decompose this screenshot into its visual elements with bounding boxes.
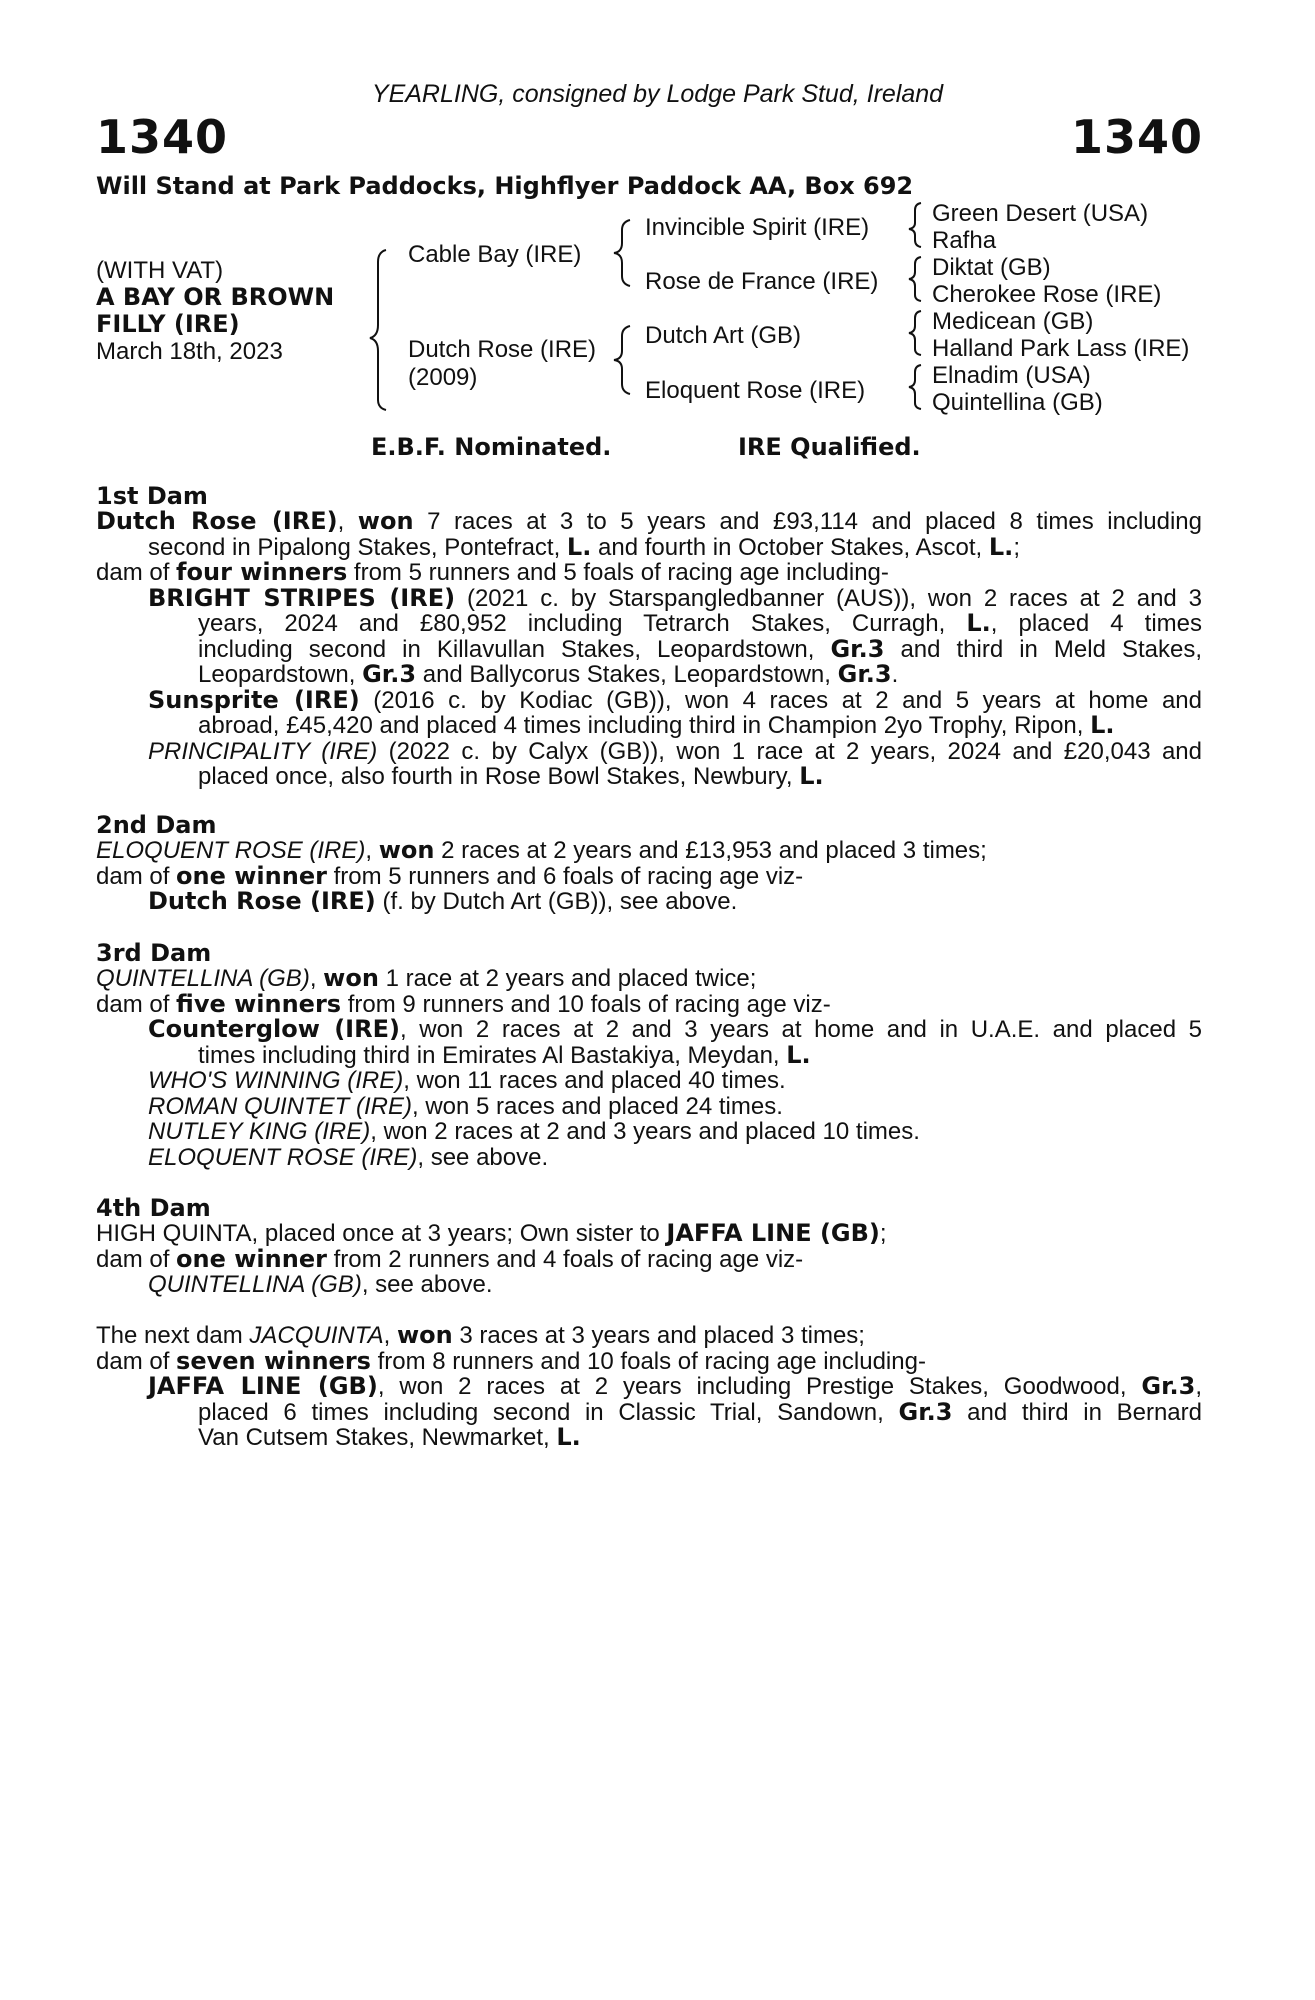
second-dam-section: 2nd Dam ELOQUENT ROSE (IRE), won 2 races at 2 years and £13,953 and placed 3 times; dam of one winner from 5 runners and 6 foals of racing age viz- Dutch Rose (IRE) (f. by Dutch Art (GB)), see above. xyxy=(96,812,1202,915)
progeny-dutch-rose: Dutch Rose (IRE) (f. by Dutch Art (GB)), see above. xyxy=(148,887,738,915)
ire-qualified: IRE Qualified. xyxy=(738,433,921,461)
subject-description-2: FILLY (IRE) xyxy=(96,310,240,338)
ds-dam: Halland Park Lass (IRE) xyxy=(932,335,1190,362)
sire-dam: Rose de France (IRE) xyxy=(645,268,879,295)
progeny-quintellina: QUINTELLINA (GB), see above. xyxy=(148,1271,493,1298)
dd-sire: Elnadim (USA) xyxy=(932,362,1091,389)
sire-name: Cable Bay (IRE) xyxy=(408,241,582,268)
next-dam-section: The next dam JACQUINTA, won 3 races at 3 years and placed 3 times; dam of seven winners from 8 runners and 10 foals of racing age including- JAFFA LINE (GB), won 2 races at 2 years including Prestige Stakes, Goodwood, Gr.3, placed 6 times including second in Classic Trial, Sandown, Gr.3 and third in Bernard Van Cutsem Stakes, Newmarket, L. xyxy=(96,1321,1202,1451)
second-dam-heading: 2nd Dam xyxy=(96,811,217,839)
brace-ds xyxy=(909,311,921,355)
vat-note: (WITH VAT) xyxy=(96,257,224,284)
lot-number-left: 1340 xyxy=(96,110,229,164)
sire-sire: Invincible Spirit (IRE) xyxy=(645,214,870,241)
first-dam-line-1: Dutch Rose (IRE), won 7 races at 3 to 5 years and £93,114 and placed 8 times including xyxy=(96,507,1202,535)
dam-name: Dutch Rose (IRE) xyxy=(408,336,597,363)
progeny-whos-winning: WHO'S WINNING (IRE), won 11 races and placed 40 times. xyxy=(148,1067,786,1094)
ss-dam: Rafha xyxy=(932,227,997,254)
first-dam-line-3: dam of four winners from 5 runners and 5 foals of racing age including- xyxy=(96,558,889,586)
brace-main xyxy=(370,250,386,410)
dam-dam: Eloquent Rose (IRE) xyxy=(645,377,866,404)
subject-description-1: A BAY OR BROWN xyxy=(96,283,335,311)
ss-sire: Green Desert (USA) xyxy=(932,200,1149,227)
progeny-roman-quintet: ROMAN QUINTET (IRE), won 5 races and placed 24 times. xyxy=(148,1092,783,1120)
fourth-dam-heading: 4th Dam xyxy=(96,1194,211,1222)
sd-dam: Cherokee Rose (IRE) xyxy=(932,281,1162,308)
brace-dd xyxy=(909,365,921,409)
subject-dob: March 18th, 2023 xyxy=(96,338,283,365)
brace-sire xyxy=(614,220,630,286)
progeny-jaffa-line: JAFFA LINE (GB), won 2 races at 2 years including Prestige Stakes, Goodwood, Gr.3, xyxy=(148,1372,1202,1400)
first-dam-heading: 1st Dam xyxy=(96,482,208,510)
consignor-line: YEARLING, consigned by Lodge Park Stud, Ireland xyxy=(371,80,944,108)
won-label: won xyxy=(357,507,414,535)
brace-dam xyxy=(614,326,630,394)
ebf-nominated: E.B.F. Nominated. xyxy=(371,433,612,461)
stand-location: Will Stand at Park Paddocks, Highflyer Paddock AA, Box 692 xyxy=(96,172,914,200)
dam-sire: Dutch Art (GB) xyxy=(645,322,802,349)
dam-year: (2009) xyxy=(408,364,478,391)
progeny-eloquent-rose: ELOQUENT ROSE (IRE), see above. xyxy=(148,1143,549,1171)
dam-name-bold: Dutch Rose (IRE) xyxy=(96,507,338,535)
third-dam-section: 3rd Dam QUINTELLINA (GB), won 1 race at 2 years and placed twice; dam of five winners from 9 runners and 10 foals of racing age viz- Counterglow (IRE), won 2 races at 2 and 3 years at home and in U.A.E. and placed 5 times including third in Emirates Al Bastakiya, Meydan, L. WHO'S WINNING (IRE), won 11 races and placed 40 times. ROMAN QUINTET (IRE), won 5 races and placed 24 times. NUTLEY KING (IRE), won 2 races at 2 and 3 years and placed 10 times. ELOQUENT ROSE (IRE), see above. xyxy=(96,939,1202,1171)
first-dam-section: 1st Dam Dutch Rose (IRE), won 7 races at 3 to 5 years and £93,114 and placed 8 times including second in Pipalong Stakes, Pontefract, L. and fourth in October Stakes, Ascot, L.; dam of four winners from 5 runners and 5 foals of racing age including- BRIGHT STRIPES (IRE) (2021 c. by Starspangledbanner (AUS)), won 2 races at 2 and 3 years, 2024 and £80,952 including Tetrarch Stakes, Curragh, L., placed 4 times including second in Killavullan Stakes, Leopardstown, Gr.3 and third in Meld Stakes, Leopardstown, Gr.3 and Ballycorus Stakes, Leopardstown, Gr.3. Sunsprite (IRE) (2016 c. by Kodiac (GB)), won 4 races at 2 and 5 years at home and abroad, £45,420 and placed 4 times including third in Champion 2yo Trophy, Ripon, L. PRINCIPALITY (IRE) (2022 c. by Calyx (GB)), won 1 race at 2 years, 2024 and £20,043 and placed once, also fourth in Rose Bowl Stakes, Newbury, L. xyxy=(96,482,1202,790)
first-dam-line-2: second in Pipalong Stakes, Pontefract, L. and fourth in October Stakes, Ascot, L.; xyxy=(148,532,1020,561)
ds-sire: Medicean (GB) xyxy=(932,308,1094,335)
progeny-principality: PRINCIPALITY (IRE) (2022 c. by Calyx (GB)), won 1 race at 2 years, 2024 and £20,043 and xyxy=(148,737,1202,765)
progeny-nutley-king: NUTLEY KING (IRE), won 2 races at 2 and 3 years and placed 10 times. xyxy=(148,1118,920,1145)
lot-number-right: 1340 xyxy=(1070,110,1203,164)
brace-sd xyxy=(909,257,921,301)
sd-sire: Diktat (GB) xyxy=(932,254,1051,281)
dd-dam: Quintellina (GB) xyxy=(932,389,1103,416)
progeny-sunsprite: Sunsprite (IRE) (2016 c. by Kodiac (GB)), won 4 races at 2 and 5 years at home and xyxy=(148,685,1202,714)
third-dam-heading: 3rd Dam xyxy=(96,939,212,967)
brace-ss xyxy=(909,203,921,247)
progeny-counterglow: Counterglow (IRE), won 2 races at 2 and 3 years at home and in U.A.E. and placed 5 xyxy=(148,1015,1202,1043)
fourth-dam-section: 4th Dam HIGH QUINTA, placed once at 3 years; Own sister to JAFFA LINE (GB); dam of one winner from 2 runners and 4 foals of racing age viz- QUINTELLINA (GB), see above. xyxy=(96,1195,1202,1298)
progeny-bright-stripes: BRIGHT STRIPES (IRE) (2021 c. by Starspangledbanner (AUS)), won 2 races at 2 and 3 xyxy=(148,583,1202,612)
